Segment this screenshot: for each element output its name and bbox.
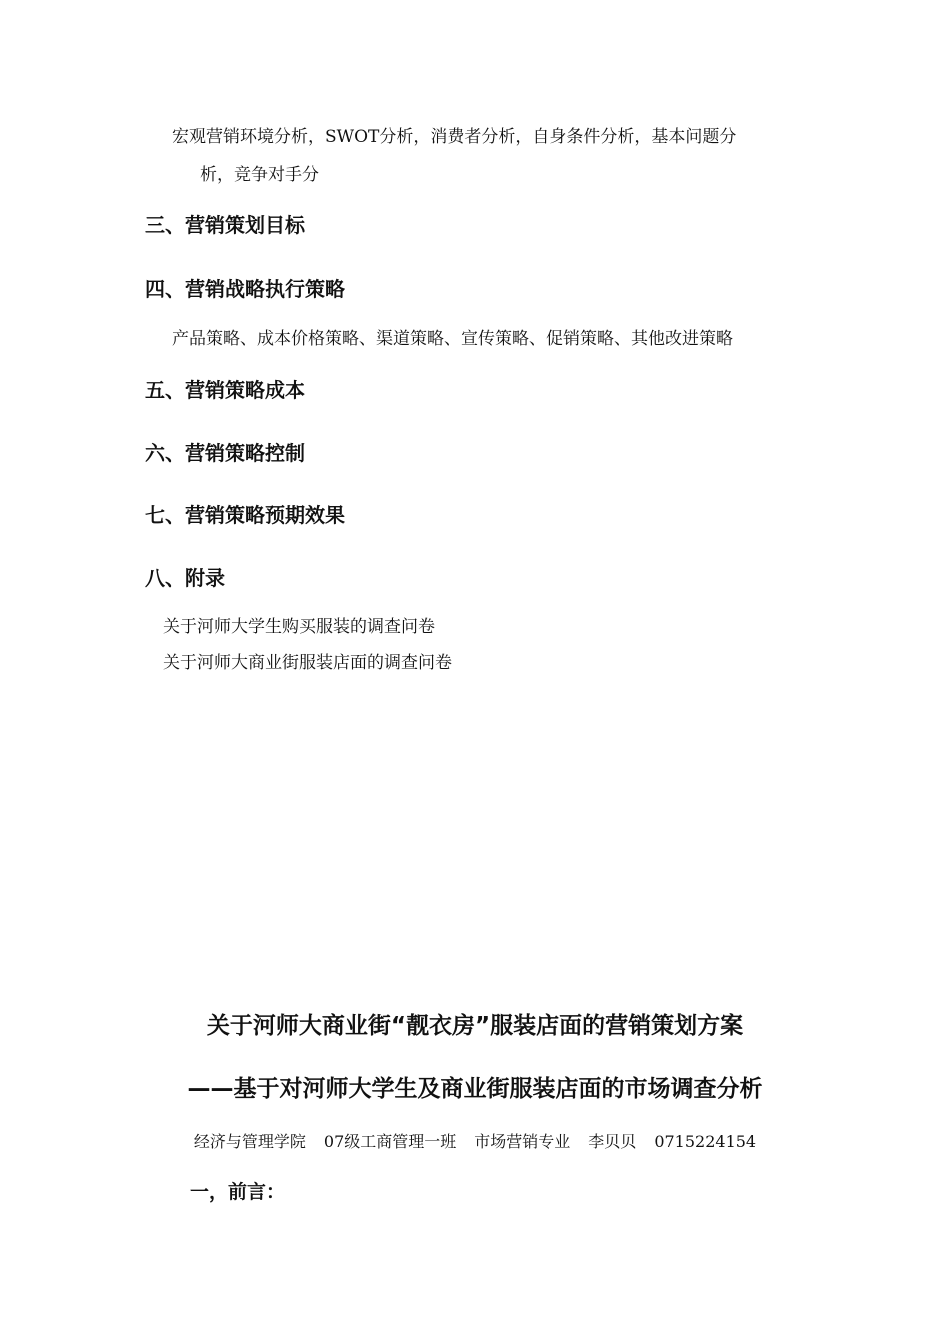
byline-class: 07级工商管理一班	[323, 1132, 457, 1151]
toc-heading-section7: 七、营销策略预期效果	[145, 503, 345, 527]
appendix-item: 关于河师大商业街服装店面的调查问卷	[163, 653, 452, 673]
author-byline	[0, 1134, 950, 1150]
toc-heading-section4: 四、营销战略执行策略	[145, 277, 345, 301]
toc-heading-section6: 六、营销策略控制	[145, 441, 305, 465]
byline-college: 经济与管理学院	[193, 1132, 306, 1151]
section-heading-preface: 一，前言：	[190, 1181, 286, 1203]
toc-section2-detail-line1: 宏观营销环境分析，SWOT分析，消费者分析，自身条件分析，基本问题分	[172, 127, 737, 147]
toc-section4-detail: 产品策略、成本价格策略、渠道策略、宣传策略、促销策略、其他改进策略	[172, 329, 733, 349]
byline-author: 李贝贝	[588, 1132, 637, 1151]
toc-section2-detail-line2: 析，竞争对手分	[200, 165, 319, 185]
document-title: 关于河师大商业街“靓衣房”服装店面的营销策划方案	[206, 1013, 744, 1039]
appendix-item: 关于河师大学生购买服装的调查问卷	[163, 617, 435, 637]
byline-student-id: 0715224154	[654, 1132, 757, 1151]
toc-heading-section3: 三、营销策划目标	[145, 213, 305, 237]
byline-major: 市场营销专业	[474, 1132, 571, 1151]
document-subtitle: ——基于对河师大学生及商业街服装店面的市场调查分析	[187, 1076, 763, 1102]
toc-heading-section5: 五、营销策略成本	[145, 378, 305, 402]
toc-heading-section8: 八、附录	[145, 566, 225, 590]
